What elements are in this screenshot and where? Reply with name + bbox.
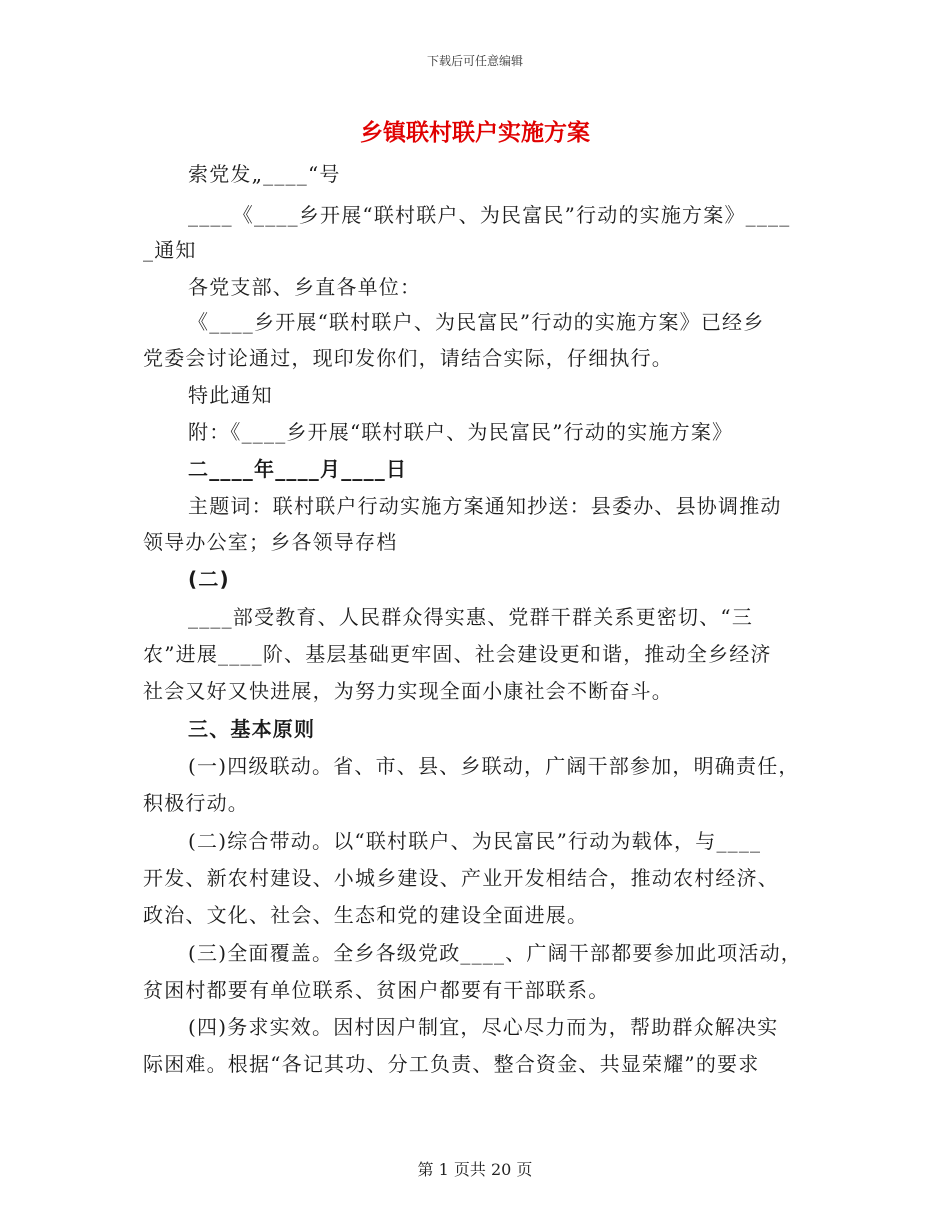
- section-heading: (二): [188, 567, 230, 591]
- principle-item-line: (四)务求实效。因村因户制宜，尽心尽力而为，帮助群众解决实: [188, 1015, 779, 1039]
- body-paragraph-line: ____部受教育、人民群众得实惠、党群干群关系更密切、“三: [188, 605, 754, 629]
- body-paragraph-line: 《____乡开展“联村联户、为民富民”行动的实施方案》已经乡: [188, 310, 765, 334]
- attachment-line: 附：《____乡开展“联村联户、为民富民”行动的实施方案》: [188, 420, 734, 444]
- date-line: 二____年____月____日: [188, 457, 408, 481]
- body-paragraph-line: 党委会讨论通过，现印发你们，请结合实际，仔细执行。: [143, 346, 673, 370]
- principle-item-line: 际困难。根据“各记其功、分工负责、整合资金、共显荣耀”的要求: [143, 1052, 760, 1076]
- principle-item-line: 贫困村都要有单位联系、贫困户都要有干部联系。: [143, 978, 610, 1002]
- doc-number-line: 索党发„____“号: [188, 162, 341, 186]
- body-paragraph-line: 农”进展____阶、基层基础更牢固、社会建设更和谐，推动全乡经济: [143, 642, 772, 666]
- page-number-footer: 第 1 页共 20 页: [417, 1160, 533, 1179]
- body-paragraph-line: 社会又好又快进展，为努力实现全面小康社会不断奋斗。: [143, 679, 673, 703]
- principle-item-line: 政治、文化、社会、生态和党的建设全面进展。: [143, 903, 589, 927]
- special-notice-line: 特此通知: [188, 383, 273, 407]
- principle-item-line: 积极行动。: [143, 791, 249, 815]
- section-heading: 三、基本原则: [188, 717, 316, 741]
- notice-title-line-2: _通知: [143, 238, 197, 262]
- notice-title-line-1: ____《____乡开展“联村联户、为民富民”行动的实施方案》____: [188, 203, 791, 227]
- principle-item-line: (三)全面覆盖。全乡各级党政____、广阔干部都要参加此项活动，: [188, 941, 803, 965]
- document-title: 乡镇联村联户实施方案: [360, 120, 590, 146]
- page-header-note: 下载后可任意编辑: [426, 54, 523, 68]
- subject-words-line: 领导办公室；乡各领导存档: [143, 530, 398, 554]
- subject-words-line: 主题词：联村联户行动实施方案通知抄送：县委办、县协调推动: [188, 494, 782, 518]
- addressee-line: 各党支部、乡直各单位：: [188, 275, 422, 299]
- principle-item-line: (二)综合带动。以“联村联户、为民富民”行动为载体，与____: [188, 829, 762, 853]
- principle-item-line: 开发、新农村建设、小城乡建设、产业开发相结合，推动农村经济、: [143, 866, 779, 890]
- principle-item-line: (一)四级联动。省、市、县、乡联动，广阔干部参加，明确责任，: [188, 754, 800, 778]
